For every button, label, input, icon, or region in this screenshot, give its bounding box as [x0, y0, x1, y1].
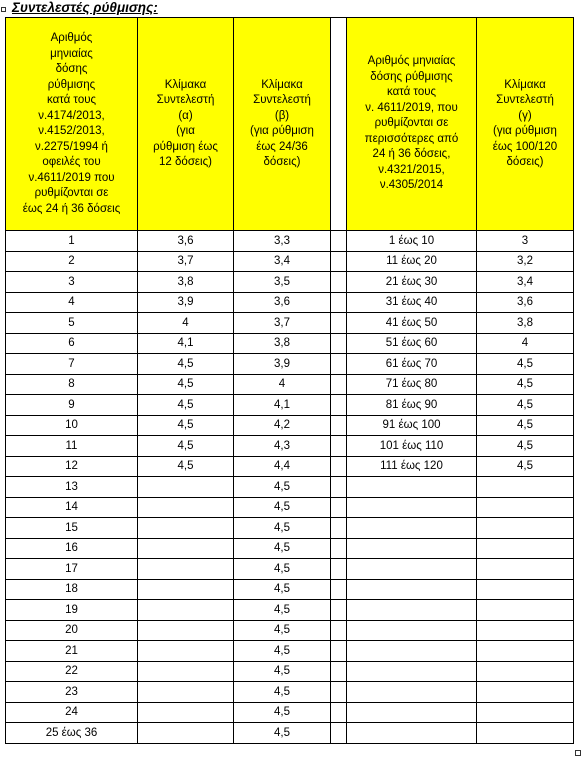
installment-number-cell: 20 [6, 620, 138, 641]
coefficient-c-cell [477, 538, 574, 559]
coefficients-table [5, 17, 574, 744]
coefficient-a-cell: 4 [138, 313, 234, 334]
spacer-cell [331, 518, 347, 539]
coefficient-c-cell [477, 702, 574, 723]
table-row [6, 702, 574, 723]
spacer-cell [331, 272, 347, 293]
coefficient-c-cell: 4,5 [477, 456, 574, 477]
coefficient-c-cell: 3,2 [477, 251, 574, 272]
coefficient-a-cell [138, 559, 234, 580]
installment-number-cell: 3 [6, 272, 138, 293]
table-row [6, 374, 574, 395]
installment-range-cell [347, 702, 477, 723]
coefficient-a-cell [138, 661, 234, 682]
spacer-cell [331, 682, 347, 703]
coefficient-b-cell: 4,2 [234, 415, 331, 436]
coefficient-b-cell: 3,4 [234, 251, 331, 272]
installment-range-cell: 111 έως 120 [347, 456, 477, 477]
installment-range-cell: 1 έως 10 [347, 231, 477, 252]
coefficient-c-cell: 4,5 [477, 395, 574, 416]
coefficient-b-cell: 3,8 [234, 333, 331, 354]
coefficient-c-cell: 4 [477, 333, 574, 354]
coefficient-a-cell: 4,5 [138, 456, 234, 477]
installment-number-cell: 23 [6, 682, 138, 703]
table-header-row [6, 18, 574, 231]
installment-range-cell: 81 έως 90 [347, 395, 477, 416]
coefficient-b-cell: 3,7 [234, 313, 331, 334]
installment-range-cell: 31 έως 40 [347, 292, 477, 313]
spacer-cell [331, 374, 347, 395]
table-row [6, 436, 574, 457]
installment-range-cell: 21 έως 30 [347, 272, 477, 293]
coefficient-b-cell: 4,5 [234, 518, 331, 539]
coefficient-c-cell [477, 559, 574, 580]
coefficient-b-cell: 4,5 [234, 661, 331, 682]
coefficient-c-cell: 4,5 [477, 415, 574, 436]
coefficient-c-cell [477, 723, 574, 744]
spacer-cell [331, 620, 347, 641]
coefficient-a-cell [138, 579, 234, 600]
coefficient-a-cell: 4,5 [138, 374, 234, 395]
table-row [6, 395, 574, 416]
spacer-cell [331, 723, 347, 744]
coefficient-a-cell [138, 620, 234, 641]
coefficient-b-cell: 4,5 [234, 497, 331, 518]
installment-range-cell [347, 559, 477, 580]
coefficient-b-cell: 4,1 [234, 395, 331, 416]
coefficient-b-cell: 4,5 [234, 538, 331, 559]
coefficient-c-cell: 3,6 [477, 292, 574, 313]
installment-number-cell: 22 [6, 661, 138, 682]
installment-number-cell: 11 [6, 436, 138, 457]
coefficient-a-cell [138, 702, 234, 723]
table-row [6, 600, 574, 621]
table-row [6, 477, 574, 498]
installment-range-cell: 71 έως 80 [347, 374, 477, 395]
installment-number-cell: 9 [6, 395, 138, 416]
coefficient-c-cell [477, 682, 574, 703]
installment-number-cell: 21 [6, 641, 138, 662]
spacer-cell [331, 292, 347, 313]
installment-number-cell: 13 [6, 477, 138, 498]
installment-range-cell [347, 661, 477, 682]
header-installment-number: Αριθμός μηνιαίας δόσης ρύθμισης κατά τους ν.4174/2013, ν.4152/2013, ν.2275/1994 ή οφειλές του ν.4611/2019 που ρυθμίζονται σε έως 24 ή 36 δόσεις [6, 18, 138, 231]
coefficient-c-cell [477, 497, 574, 518]
spacer-cell [331, 600, 347, 621]
spacer-cell [331, 395, 347, 416]
spacer-cell [331, 559, 347, 580]
coefficient-b-cell: 4,5 [234, 620, 331, 641]
table-move-handle-icon[interactable] [1, 7, 6, 12]
spacer-cell [331, 579, 347, 600]
spacer-column-cell [331, 18, 347, 231]
coefficient-a-cell: 4,5 [138, 395, 234, 416]
coefficient-a-cell: 4,5 [138, 354, 234, 375]
table-row [6, 682, 574, 703]
installment-range-cell [347, 641, 477, 662]
header-coefficient-b: Κλίμακα Συντελεστή (β) (για ρύθμιση έως 24/36 δόσεις) [234, 18, 331, 231]
table-row [6, 497, 574, 518]
installment-number-cell: 2 [6, 251, 138, 272]
coefficient-a-cell [138, 600, 234, 621]
coefficient-a-cell: 4,5 [138, 436, 234, 457]
coefficient-b-cell: 3,5 [234, 272, 331, 293]
coefficient-c-cell: 4,5 [477, 354, 574, 375]
coefficient-a-cell: 3,6 [138, 231, 234, 252]
coefficient-b-cell: 4 [234, 374, 331, 395]
installment-number-cell: 18 [6, 579, 138, 600]
installment-number-cell: 16 [6, 538, 138, 559]
coefficient-b-cell: 4,3 [234, 436, 331, 457]
installment-number-cell: 25 έως 36 [6, 723, 138, 744]
installment-number-cell: 15 [6, 518, 138, 539]
spacer-cell [331, 641, 347, 662]
coefficient-c-cell [477, 579, 574, 600]
coefficient-a-cell [138, 497, 234, 518]
installment-number-cell: 24 [6, 702, 138, 723]
coefficient-c-cell [477, 518, 574, 539]
coefficient-a-cell [138, 538, 234, 559]
installment-range-cell [347, 620, 477, 641]
spacer-cell [331, 497, 347, 518]
installment-range-cell [347, 477, 477, 498]
table-row [6, 415, 574, 436]
spacer-cell [331, 477, 347, 498]
table-row [6, 354, 574, 375]
table-row [6, 333, 574, 354]
header-coefficient-a: Κλίμακα Συντελεστή (α) (για ρύθμιση έως 12 δόσεις) [138, 18, 234, 231]
installment-range-cell [347, 600, 477, 621]
table-row [6, 272, 574, 293]
table-row [6, 661, 574, 682]
table-row [6, 723, 574, 744]
spacer-cell [331, 415, 347, 436]
table-row [6, 292, 574, 313]
coefficient-c-cell [477, 600, 574, 621]
coefficient-a-cell [138, 477, 234, 498]
coefficient-a-cell: 3,8 [138, 272, 234, 293]
coefficient-c-cell: 4,5 [477, 374, 574, 395]
header-installment-range: Αριθμός μηνιαίας δόσης ρύθμισης κατά τους ν. 4611/2019, που ρυθμίζονται σε περισσότερες από 24 ή 36 δόσεις, ν.4321/2015, ν.4305/2014 [347, 18, 477, 231]
installment-range-cell [347, 538, 477, 559]
coefficient-b-cell: 4,4 [234, 456, 331, 477]
coefficient-c-cell: 3 [477, 231, 574, 252]
table-row [6, 620, 574, 641]
coefficient-a-cell: 3,9 [138, 292, 234, 313]
spacer-cell [331, 456, 347, 477]
table-row [6, 538, 574, 559]
installment-range-cell: 51 έως 60 [347, 333, 477, 354]
installment-number-cell: 4 [6, 292, 138, 313]
spacer-cell [331, 333, 347, 354]
installment-range-cell [347, 518, 477, 539]
installment-number-cell: 7 [6, 354, 138, 375]
coefficient-c-cell: 3,4 [477, 272, 574, 293]
installment-number-cell: 14 [6, 497, 138, 518]
spacer-cell [331, 231, 347, 252]
installment-number-cell: 1 [6, 231, 138, 252]
coefficient-a-cell: 4,1 [138, 333, 234, 354]
installment-range-cell [347, 579, 477, 600]
table-row [6, 518, 574, 539]
coefficient-b-cell: 4,5 [234, 702, 331, 723]
coefficient-a-cell [138, 723, 234, 744]
coefficient-a-cell [138, 682, 234, 703]
spacer-cell [331, 702, 347, 723]
spacer-cell [331, 661, 347, 682]
coefficient-a-cell [138, 641, 234, 662]
coefficient-a-cell [138, 518, 234, 539]
installment-number-cell: 10 [6, 415, 138, 436]
coefficient-b-cell: 4,5 [234, 600, 331, 621]
installment-range-cell [347, 497, 477, 518]
installment-range-cell: 41 έως 50 [347, 313, 477, 334]
coefficient-a-cell: 4,5 [138, 415, 234, 436]
coefficient-c-cell [477, 641, 574, 662]
coefficient-c-cell [477, 661, 574, 682]
table-row [6, 579, 574, 600]
coefficient-b-cell: 4,5 [234, 682, 331, 703]
coefficient-c-cell: 3,8 [477, 313, 574, 334]
table-resize-handle-icon[interactable] [575, 750, 581, 756]
coefficient-b-cell: 4,5 [234, 641, 331, 662]
coefficient-b-cell: 4,5 [234, 723, 331, 744]
installment-range-cell: 61 έως 70 [347, 354, 477, 375]
installment-range-cell [347, 682, 477, 703]
table-row [6, 456, 574, 477]
installment-range-cell [347, 723, 477, 744]
spacer-cell [331, 538, 347, 559]
table-row [6, 313, 574, 334]
installment-number-cell: 19 [6, 600, 138, 621]
coefficient-b-cell: 3,6 [234, 292, 331, 313]
installment-number-cell: 8 [6, 374, 138, 395]
installment-range-cell: 11 έως 20 [347, 251, 477, 272]
table-row [6, 641, 574, 662]
coefficient-b-cell: 3,9 [234, 354, 331, 375]
coefficient-b-cell: 4,5 [234, 579, 331, 600]
coefficient-a-cell: 3,7 [138, 251, 234, 272]
coefficient-b-cell: 4,5 [234, 477, 331, 498]
spacer-cell [331, 251, 347, 272]
document-heading: Συντελεστές ρύθμισης: [12, 0, 158, 15]
coefficient-c-cell [477, 620, 574, 641]
table-row [6, 231, 574, 252]
table-row [6, 559, 574, 580]
installment-range-cell: 91 έως 100 [347, 415, 477, 436]
spacer-cell [331, 436, 347, 457]
coefficient-c-cell: 4,5 [477, 436, 574, 457]
installment-range-cell: 101 έως 110 [347, 436, 477, 457]
installment-number-cell: 12 [6, 456, 138, 477]
spacer-cell [331, 354, 347, 375]
coefficient-c-cell [477, 477, 574, 498]
spacer-cell [331, 313, 347, 334]
installment-number-cell: 5 [6, 313, 138, 334]
coefficient-b-cell: 4,5 [234, 559, 331, 580]
header-coefficient-c: Κλίμακα Συντελεστή (γ) (για ρύθμιση έως 100/120 δόσεις) [477, 18, 574, 231]
installment-number-cell: 6 [6, 333, 138, 354]
installment-number-cell: 17 [6, 559, 138, 580]
table-row [6, 251, 574, 272]
coefficient-b-cell: 3,3 [234, 231, 331, 252]
